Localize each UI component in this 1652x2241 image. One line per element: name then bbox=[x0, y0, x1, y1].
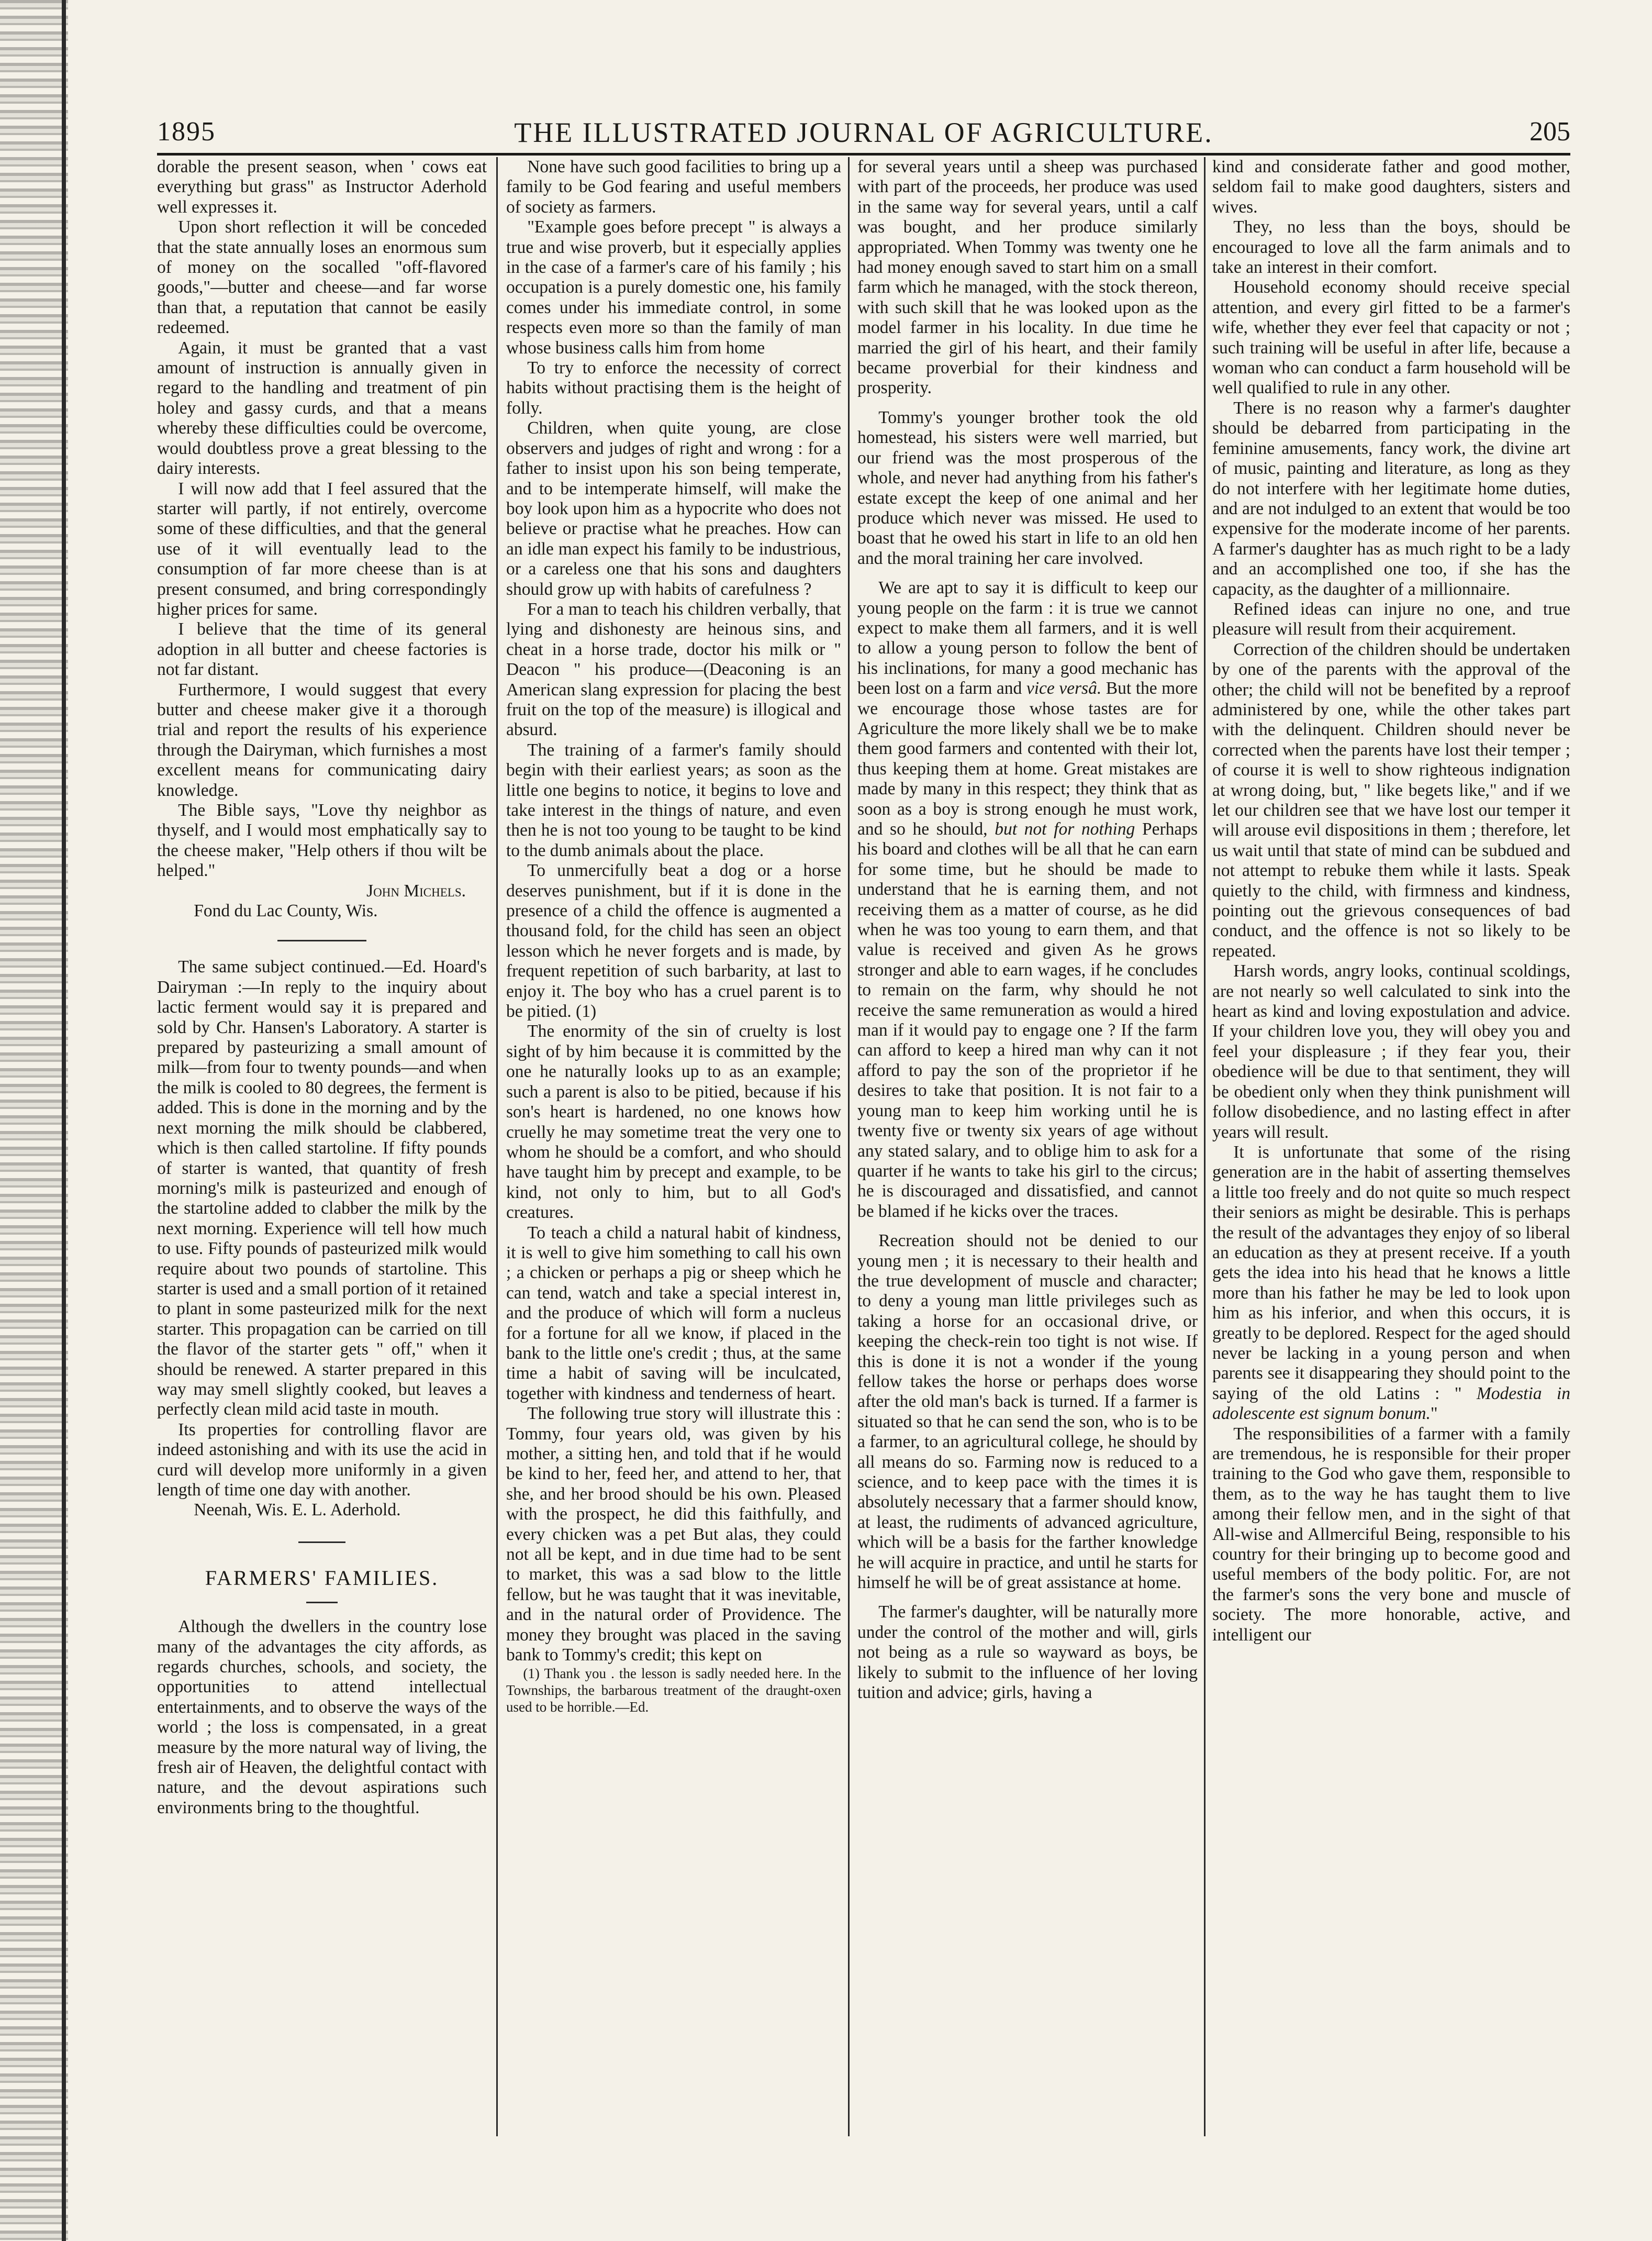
binding-edge-line bbox=[62, 0, 66, 2241]
paragraph: To teach a child a natural habit of kindness, it is well to give him something to call his own ; a chicken or perhaps a pig or sheep which he can tend, watch and take a special interest in, and the produce of which will form a nucleus for a fortune for all we know, if placed in the bank to the little one's credit ; thus, at the same time a habit of saving will be inculcated, together with kindness and tenderness of heart. bbox=[506, 1223, 841, 1403]
paragraph: The farmer's daughter, will be naturally more under the control of the mother and will, girls not being as a rule so wayward as boys, be likely to submit to the influence of her loving tuition and advice; girls, having a bbox=[857, 1602, 1198, 1703]
paragraph: Correction of the children should be undertaken by one of the parents with the approval of the other; the child will not be benefited by a reproof administered by one, while the other takes part with the delinquent. Children should never be corrected when the parents have lost their temper ; of course it is well to show righteous indignation at wrong doing, but, " like begets like," and if we let our children see that we have lost our temper it will arouse evil dispositions in them ; therefore, let us wait until that state of mind can be subdued and not attempt to rebuke them while it lasts. Speak quietly to the child, with firmness and kindness, pointing out the grievous consequences of bad conduct, and the offence is not so likely to be repeated. bbox=[1212, 639, 1570, 961]
paragraph: To unmercifully beat a dog or a horse deserves punishment, but if it is done in the presence of a child the offence is augmented a thousand fold, for the child has seen an object lesson which he never forgets and is made, by frequent repetition of such barbarity, at last to enjoy it. The boy who has a cruel parent is to be pitied. (1) bbox=[506, 861, 841, 1022]
paragraph: Again, it must be granted that a vast amount of instruction is annually given in regard to the handling and treatment of pin holey and gassy curds, and that a means whereby these difficulties could be overcome, would doubtless prove a great blessing to the dairy interests. bbox=[157, 338, 487, 479]
column-4 bbox=[1212, 157, 1570, 2136]
paragraph: for several years until a sheep was purchased with part of the proceeds, her produce was used in the same way for several years, until a calf was bought, and her produce similarly appropriated. When Tommy was twenty one he had money enough saved to start him on a small farm which he managed, with the stock thereon, with such skill that he was looked upon as the model farmer in his locality. In due time he married the girl of his heart, and their family became proverbial for their kindness and prosperity. bbox=[857, 157, 1198, 398]
paragraph: To try to enforce the necessity of correct habits without practising them is the height of folly. bbox=[506, 358, 841, 418]
column-1 bbox=[157, 157, 487, 2136]
author-signature-line: Neenah, Wis. E. L. Aderhold. bbox=[194, 1500, 401, 1520]
paragraph: Tommy's younger brother took the old homestead, his sisters were well married, but our friend was the most prosperous of the whole, and never had anything from his father's estate except the keep of one animal and her produce which never was missed. He used to boast that he owed his start in life to an old hen and the moral training her care involved. bbox=[857, 407, 1198, 568]
article-heading: FARMERS' FAMILIES. bbox=[205, 1566, 439, 1590]
paragraph bbox=[1212, 1142, 1570, 1424]
paragraph bbox=[857, 578, 1198, 1222]
section-divider bbox=[277, 940, 366, 941]
column-rule-1 bbox=[496, 157, 498, 2136]
text-run: But the more we encourage those whose tastes are for Agriculture the more likely shall we be to make them good farmers and contented with their lot, thus keeping them at home. Great mistakes are made by many in this respect; they think that as soon as a boy is strong enough he must work, and so he should, bbox=[857, 679, 1198, 839]
paragraph: The following true story will illustrate this : Tommy, four years old, was given by his mother, a sitting hen, and told that if he would be kind to her, feed her, and attend to her, that she, and her brood should be his own. Pleased with the prospect, he did this faithfully, and every chicken was a pet But alas, they could not all be kept, and in due time had to be sent to market, this was a sad blow to the little fellow, but he was taught that it was inevitable, and in the natural order of Providence. The money they brought was placed in the saving bank to Tommy's credit; this kept on bbox=[506, 1404, 841, 1665]
paragraph: I believe that the time of its general adoption in all butter and cheese factories is not far distant. bbox=[157, 619, 487, 680]
page-number: 205 bbox=[1530, 117, 1570, 147]
editor-footnote: (1) Thank you . the lesson is sadly needed here. In the Townships, the barbarous treatment of the draught-oxen used to be horrible.—Ed. bbox=[506, 1666, 841, 1715]
paragraph: They, no less than the boys, should be encouraged to love all the farm animals and to take an interest in their comfort. bbox=[1212, 217, 1570, 278]
paragraph: Harsh words, angry looks, continual scoldings, are not nearly so well calculated to sink into the heart as kind and loving expostulation and advice. If your children love you, they will obey you and feel your displeasure ; if they fear you, their obedience will be due to that sentiment, they will be obedient only when they think punishment will follow disobedience, and no lasting effect in after years will result. bbox=[1212, 961, 1570, 1142]
italic-text: vice versâ. bbox=[1026, 679, 1102, 698]
paragraph: For a man to teach his children verbally, that lying and dishonesty are heinous sins, and cheat in a horse trade, doctor his milk or " Deacon " his produce—(Deaconing is an American slang expression for placing the best fruit on the top of the measure) is illogical and absurd. bbox=[506, 599, 841, 740]
paragraph: "Example goes before precept " is always a true and wise proverb, but it especially applies in the case of a farmer's care of his family ; his occupation is a purely domestic one, his family comes under his immediate control, in some respects even more so than the family of man whose business calls him from home bbox=[506, 217, 841, 358]
text-run: Perhaps his board and clothes will be all that he can earn for some time, but he should be made to understand that he is earning them, and not receiving them as a matter of course, as he did when he was too young to earn them, and that value is received and given As he grows stronger and able to earn wages, if he concludes to remain on the farm, why should he not receive the same remuneration as would a hired man if it would pay to engage one ? If the farm can afford to keep a hired man why can it not afford to pay the son of the proprietor if he desires to take that position. It is not fair to a young man to keep him working until he is twenty five or twenty six years of age without any stated salary, and to oblige him to ask for a quarter if he wants to take his girl to the circus; he is discouraged and dissatisfied, and cannot be blamed if he kicks over the traces. bbox=[857, 819, 1198, 1221]
paragraph: The training of a farmer's family should begin with their earliest years; as soon as the little one begins to notice, it begins to love and take interest in the things of nature, and even then he is not too young to be taught to be kind to the dumb animals about the place. bbox=[506, 740, 841, 860]
page-header bbox=[157, 116, 1570, 156]
journal-title: THE ILLUSTRATED JOURNAL OF AGRICULTURE. bbox=[514, 117, 1213, 148]
paragraph: dorable the present season, when ' cows eat everything but grass" as Instructor Aderhold well expresses it. bbox=[157, 157, 487, 217]
column-rule-2 bbox=[848, 157, 850, 2136]
latin-quote: Modestia in adolescente est signum bonum. bbox=[1212, 1383, 1570, 1424]
paragraph: Furthermore, I would suggest that every butter and cheese maker give it a thorough trial and report the results of his experience through the Dairyman, which furnishes a most excellent means for communicating dairy knowledge. bbox=[157, 680, 487, 800]
column-2 bbox=[506, 157, 841, 2136]
paragraph: The enormity of the sin of cruelty is lost sight of by him because it is committed by the one he naturally looks up to as an example; such a parent is also to be pitied, because if his son's heart is hardened, no one knows how cruelly he may sometime treat the very one to whom he should be a comfort, and who should have taught him by precept and example, to be kind, not only to him, but to all God's creatures. bbox=[506, 1022, 841, 1223]
paragraph: There is no reason why a farmer's daughter should be debarred from participating in the feminine amusements, fancy work, the divine art of music, painting and literature, as long as they do not interfere with her legitimate home duties, and are not indulged to an extent that would be too expensive for the moderate income of her parents. A farmer's daughter has as much right to be a lady and an accomplished one too, if she has the capacity, as the daughter of a millionnaire. bbox=[1212, 398, 1570, 599]
italic-text: but not for nothing bbox=[995, 819, 1135, 839]
paragraph: kind and considerate father and good mother, seldom fail to make good daughters, sisters and wives. bbox=[1212, 157, 1570, 217]
scanned-binding-edge bbox=[0, 0, 68, 2241]
paragraph: The responsibilities of a farmer with a family are tremendous, he is responsible for their proper training to the God who gave them, responsible to them, as to the way he has taught them to live among their fellow men, and in the sight of that All-wise and Allmerciful Being, responsible to his country for their bringing up to become good and useful members of the body politic. For, are not the farmer's sons the very bone and muscle of society. The more honorable, active, and intelligent our bbox=[1212, 1424, 1570, 1645]
paragraph: The same subject continued.—Ed. Hoard's Dairyman :—In reply to the inquiry about lactic ferment would say it is prepared and sold by Chr. Hansen's Laboratory. A starter is prepared by pasteurizing a small amount of milk—from four to twenty pounds—and when the milk is cooled to 80 degrees, the ferment is added. This is done in the morning and by the next morning the milk should be clabbered, which is then called startoline. If fifty pounds of starter is wanted, that quantity of fresh morning's milk is pasteurized and enough of the startoline added to clabber the milk by the next morning. Experience will tell how much to use. Fifty pounds of pasteurized milk would require about two pounds of startoline. This starter is used and a small portion of it retained to plant in some pasteurized milk for the next starter. This propagation can be carried on till the flavor of the starter gets " off," when it should be renewed. A starter prepared in this way may smell slightly cooked, but leaves a perfectly clean mild acid taste in mouth. bbox=[157, 957, 487, 1419]
author-location: Fond du Lac County, Wis. bbox=[194, 901, 378, 921]
section-divider bbox=[298, 1541, 345, 1543]
paragraph: Although the dwellers in the country lose many of the advantages the city affords, as regards churches, schools, and society, the opportunities to attend intellectual entertainments, and to observe the ways of the world ; the loss is compensated, in a great measure by the more natural way of living, the fresh air of Heaven, the delightful contact with nature, and the devout aspirations such environments bring to the thoughtful. bbox=[157, 1617, 487, 1817]
author-signature: John Michels. bbox=[366, 881, 466, 901]
column-3 bbox=[857, 157, 1198, 2136]
paragraph: I will now add that I feel assured that the starter will partly, if not entirely, overcome some of these difficulties, and that the general use of it will eventually lead to the consumption of far more cheese than is at present consumed, and bring correspondingly higher prices for same. bbox=[157, 479, 487, 619]
text-run: " bbox=[1430, 1404, 1438, 1424]
paragraph: Refined ideas can injure no one, and true pleasure will result from their acquirement. bbox=[1212, 599, 1570, 639]
paragraph: Household economy should receive special attention, and every girl fitted to be a farmer's wife, whether they ever feel that capacity or not ; such training will be useful in after life, because a woman who can conduct a farm household will be well qualified to rule in any other. bbox=[1212, 278, 1570, 398]
column-rule-3 bbox=[1204, 157, 1205, 2136]
paragraph: Its properties for controlling flavor are indeed astonishing and with its use the acid in curd will develop more uniformly in a given length of time one day with another. bbox=[157, 1419, 487, 1500]
heading-rule bbox=[306, 1602, 338, 1603]
text-run: It is unfortunate that some of the rising generation are in the habit of asserting themselves a little too freely and do not quite so much respect their seniors as might be desirable. This is perhaps the result of the advantages they enjoy of so liberal an education as they at present receive. If a youth gets the idea into his head that he knows a little more than his father he may be led to look upon him as his inferior, and when this occurs, it is greatly to be deplored. Respect for the aged should never be lacking in a young person and when parents see it disappearing they should point to the saying of the old Latins : " bbox=[1212, 1142, 1570, 1403]
header-year: 1895 bbox=[157, 117, 216, 147]
paragraph: Children, when quite young, are close observers and judges of right and wrong : for a father to insist upon his son being temperate, and to be intemperate himself, will make the boy look upon him as a hypocrite who does not believe or practise what he preaches. How can an idle man expect his family to be industrious, or a careless one that his sons and daughters should grow up with habits of carefulness ? bbox=[506, 418, 841, 599]
paragraph: Recreation should not be denied to our young men ; it is necessary to their health and the true development of muscle and character; to deny a young man little privileges such as taking a horse for an occasional drive, or keeping the check-rein too tight is not wise. If this is done it is not a wonder if the young fellow takes the horse or perhaps does worse after the old man's back is turned. If a farmer is situated so that he can send the son, who is to be a farmer, to an agricultural college, he should by all means do so. Farming now is reduced to a science, and to keep pace with the times it is absolutely necessary that a farmer should know, at least, the rudiments of advanced agriculture, which will be a basis for the farther knowledge he will acquire in practice, and until he starts for himself he will be of great assistance at home. bbox=[857, 1231, 1198, 1593]
text-run: We are apt to say it is difficult to keep our young people on the farm : it is true we cannot expect to make them all farmers, and it is well to allow a young person to follow the bent of his inclinations, for many a good mechanic has been lost on a farm and bbox=[857, 578, 1198, 698]
paragraph: None have such good facilities to bring up a family to be God fearing and useful members of society as farmers. bbox=[506, 157, 841, 217]
paragraph: The Bible says, "Love thy neighbor as thyself, and I would most emphatically say to the cheese maker, "Help others if thou wilt be helped." bbox=[157, 801, 487, 881]
paragraph: Upon short reflection it will be conceded that the state annually loses an enormous sum of money on the socalled "off-flavored goods,"—butter and cheese—and far worse than that, a reputation that cannot be easily redeemed. bbox=[157, 217, 487, 338]
